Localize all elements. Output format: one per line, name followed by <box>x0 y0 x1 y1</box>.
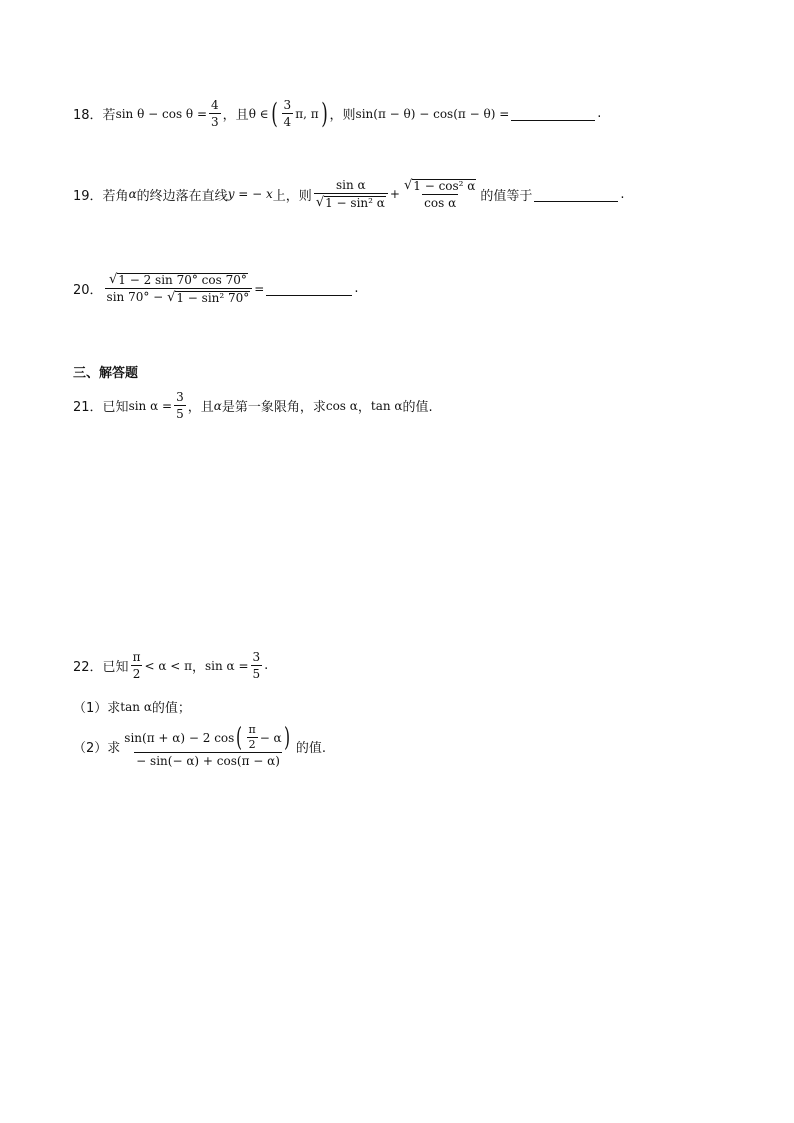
question-18 <box>73 98 601 129</box>
denominator: 2 <box>132 667 141 681</box>
period: . <box>620 186 625 202</box>
radicand: 1 − 2 sin 70° cos 70° <box>118 273 247 287</box>
math-expression: tan α <box>370 398 403 413</box>
numerator: 3 <box>252 650 261 664</box>
question-text: 上，则 <box>272 188 312 204</box>
denominator: 4 <box>283 115 292 129</box>
math-expression: < α < π <box>144 658 192 673</box>
question-text: 的值； <box>151 701 191 716</box>
square-root <box>404 179 476 193</box>
numerator: π <box>248 723 256 736</box>
math-symbol: α <box>213 398 222 413</box>
question-text: 若 <box>102 108 116 123</box>
denominator: cos α <box>424 196 457 210</box>
fraction <box>122 724 294 768</box>
period: . <box>597 106 602 121</box>
numerator: sin α <box>336 178 366 192</box>
fraction <box>131 650 143 681</box>
fraction <box>209 98 221 129</box>
question-text: ，则 <box>329 108 356 123</box>
question-19 <box>73 178 625 210</box>
equals-sign: = <box>254 281 265 296</box>
question-number: 18． <box>73 108 103 123</box>
denominator <box>105 288 253 305</box>
math-expression: π, π <box>295 106 319 121</box>
math-expression: sin α = <box>128 398 173 413</box>
fraction <box>282 98 294 129</box>
part-label: （1） <box>73 701 108 716</box>
question-number: 20． <box>73 283 103 298</box>
answer-blank[interactable] <box>266 281 352 296</box>
denominator: 5 <box>252 667 261 681</box>
question-text: ，且 <box>187 400 214 415</box>
numerator: 3 <box>283 98 292 112</box>
right-paren: ) <box>320 96 328 130</box>
question-text: 的值. <box>295 740 326 756</box>
denominator: 2 <box>248 738 256 751</box>
period: . <box>264 658 269 673</box>
radical-sign: √ <box>108 272 118 287</box>
radical-sign: √ <box>167 290 176 305</box>
square-root <box>167 291 250 305</box>
math-expression: θ ∈ <box>248 106 269 121</box>
comma: ， <box>192 660 206 675</box>
question-20 <box>73 272 359 305</box>
question-text: 的值. <box>402 400 433 415</box>
question-text: ，且 <box>222 108 249 123</box>
section-title: 三、解答题 <box>73 366 139 381</box>
denominator-term: sin 70° − <box>106 290 164 304</box>
question-number: 19． <box>73 188 103 204</box>
answer-blank[interactable] <box>511 106 595 121</box>
radical-sign: √ <box>315 195 325 210</box>
numerator <box>402 178 478 194</box>
question-22-part-1 <box>73 697 191 716</box>
numerator: π <box>132 650 141 664</box>
comma: ， <box>357 400 371 415</box>
math-expression: sin α = <box>205 658 249 673</box>
period: . <box>354 281 359 296</box>
question-text: 是第一象限角，求 <box>221 400 326 415</box>
math-expression: cos α <box>325 398 358 413</box>
denominator <box>314 193 388 210</box>
denominator: 5 <box>176 407 184 421</box>
numerator <box>122 724 294 752</box>
numerator-term: sin(π + α) − 2 cos <box>124 730 235 745</box>
radical-sign: √ <box>403 178 413 193</box>
square-root <box>316 196 386 210</box>
question-number: 22． <box>73 660 103 675</box>
question-21 <box>73 390 433 421</box>
numerator: 4 <box>211 98 219 112</box>
question-22 <box>73 650 268 681</box>
question-number: 21． <box>73 400 103 415</box>
left-paren: ( <box>236 722 243 753</box>
question-text: 求 <box>107 740 121 756</box>
question-text: 的终边落在直线 <box>136 188 228 204</box>
question-text: 已知 <box>102 400 129 415</box>
question-text: 求 <box>107 701 121 716</box>
square-root <box>109 273 248 287</box>
radicand: 1 − cos² α <box>413 179 476 193</box>
denominator: − sin(− α) + cos(π − α) <box>136 754 280 768</box>
part-label: （2） <box>73 740 108 756</box>
math-symbol: α <box>128 187 137 201</box>
answer-blank[interactable] <box>534 187 618 202</box>
left-paren: ( <box>270 96 278 130</box>
numerator-term: − α <box>259 730 282 745</box>
fraction <box>174 390 186 421</box>
math-expression: sin θ − cos θ = <box>115 106 208 121</box>
math-expression: tan α <box>120 699 152 714</box>
fraction <box>246 724 257 751</box>
fraction <box>314 178 388 210</box>
fraction <box>105 272 253 305</box>
right-paren: ) <box>283 722 290 753</box>
fraction <box>251 650 263 681</box>
question-22-part-2 <box>73 724 326 768</box>
radicand: 1 − sin² 70° <box>176 291 250 305</box>
numerator: 3 <box>176 390 184 404</box>
math-expression: y = − x <box>227 187 273 201</box>
denominator: 3 <box>211 115 219 129</box>
question-text: 已知 <box>102 660 129 675</box>
numerator <box>107 272 250 288</box>
fraction <box>402 178 478 210</box>
question-text: 若角 <box>102 188 129 204</box>
plus-sign: + <box>389 187 400 201</box>
math-expression: sin(π − θ) − cos(π − θ) = <box>355 106 510 121</box>
question-text: 的值等于 <box>480 188 533 204</box>
radicand: 1 − sin² α <box>325 196 385 210</box>
